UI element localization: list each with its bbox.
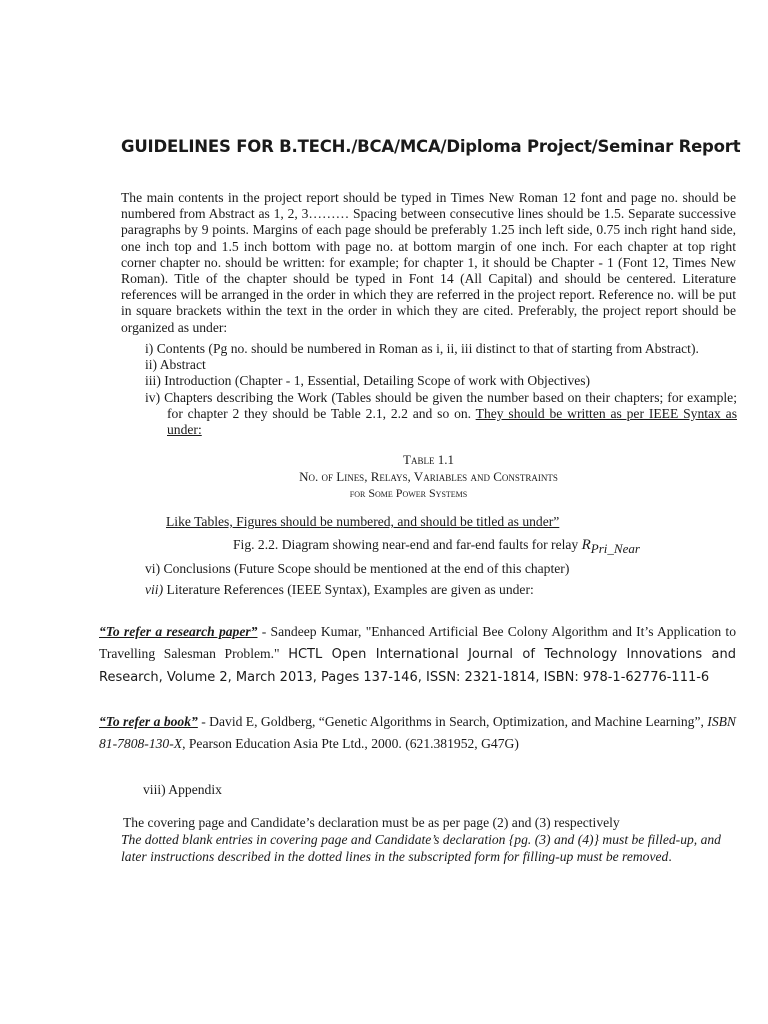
figure-caption [233, 537, 640, 557]
dotted-entries-instruction [121, 831, 741, 865]
list-continued [145, 561, 737, 598]
book-dash: - [197, 714, 210, 729]
list-item-chapters [145, 390, 737, 439]
research-paper-label: “To refer a research paper” [99, 624, 258, 639]
chapters-text: iv) Chapters describing the Work (Tables should be given the number based on their chapters; for example; for chapter 2 they should be Table 2.1, 2.2 and so on. [145, 389, 737, 421]
table-number: Table 1.1 [403, 452, 454, 467]
dotted-entries-period: . [668, 849, 672, 864]
research-paper-journal: HCTL Open International Journal of Technology Innovations and Research, Volume 2, March 2013, Pages 137-146, ISSN: 2321-1814, ISBN: 978-1-62776-111-6 [99, 647, 736, 685]
list-item-contents: i) Contents (Pg no. should be numbered in Roman as i, ii, iii distinct to that of starting from Abstract). [145, 341, 699, 356]
book-publisher: , Pearson Education Asia Pte Ltd., 2000. (621.381952, G47G) [182, 736, 519, 751]
covering-page-note: The covering page and Candidate’s declaration must be as per page (2) and (3) respectively [123, 815, 620, 830]
relay-letter: R [581, 537, 591, 553]
table-caption [121, 451, 736, 502]
book-isbn: ISBN 81-7808-130-X [99, 714, 736, 751]
book-label: “To refer a book” [99, 714, 198, 729]
list-item-introduction: iii) Introduction (Chapter - 1, Essential, Detailing Scope of work with Objectives) [145, 373, 591, 389]
ieee-syntax-note: They should be written as per IEEE Syntax as under: [167, 405, 737, 438]
figure-caption-text: Fig. 2.2. Diagram showing near-end and far-end faults for relay [233, 537, 582, 552]
book-citation: David E, Goldberg, “Genetic Algorithms in Search, Optimization, and Machine Learning”, [209, 714, 708, 729]
research-paper-dash: - [257, 624, 271, 639]
intro-paragraph: The main contents in the project report should be typed in Times New Roman 12 font and page no. should be numbered from Abstract as 1, 2, 3……… Spacing between consecutive lines should be 1.5. Separate successive paragraphs by 9 points. Margins of each page should be preferably 1.25 inch left side, 0.75 inch right hand side, one inch top and 1.5 inch bottom with page no. at bottom margin of one inch. For each chapter at top right corner chapter no. should be written: for example; for chapter 1, it should be Chapter - 1 (Font 12, Times New Roman). Title of the chapter should be typed in Font 14 (All Capital) and should be centered. Literature references will be arranged in the order in which they are referred in the project report. Reference no. will be put in square brackets within the text in the order in which they are cited. Preferably, the project report should be organized as under: [121, 190, 736, 335]
research-paper-citation: Sandeep Kumar, "Enhanced Artificial Bee Colony Algorithm and It’s Application to Travelling Salesman Problem." [99, 624, 736, 661]
list-item-conclusions: vi) Conclusions (Future Scope should be mentioned at the end of this chapter) [145, 561, 570, 576]
references-number: vii) [145, 582, 164, 598]
contents-list [145, 341, 737, 438]
dotted-entries-text: The dotted blank entries in covering page and Candidate’s declaration {pg. (3) and (4)} must be filled-up, and later instructions described in the dotted lines in the subscripted form for filling-up must be removed [121, 832, 721, 864]
table-title-line2: for Some Power Systems [349, 486, 468, 500]
reference-book [99, 711, 736, 755]
list-item-references [145, 582, 737, 598]
table-title-line1: No. of Lines, Relays, Variables and Constraints [299, 469, 558, 484]
relay-symbol [581, 537, 640, 556]
reference-research-paper [99, 621, 736, 689]
relay-subscript: Pri_Near [590, 541, 640, 556]
page-title: GUIDELINES FOR B.TECH./BCA/MCA/Diploma Project/Seminar Report [121, 137, 741, 156]
list-item-appendix: viii) Appendix [143, 782, 222, 797]
figure-note: Like Tables, Figures should be numbered, and should be titled as under” [166, 514, 560, 529]
list-item-abstract: ii) Abstract [145, 357, 206, 373]
references-text: Literature References (IEEE Syntax), Examples are given as under: [163, 582, 534, 598]
